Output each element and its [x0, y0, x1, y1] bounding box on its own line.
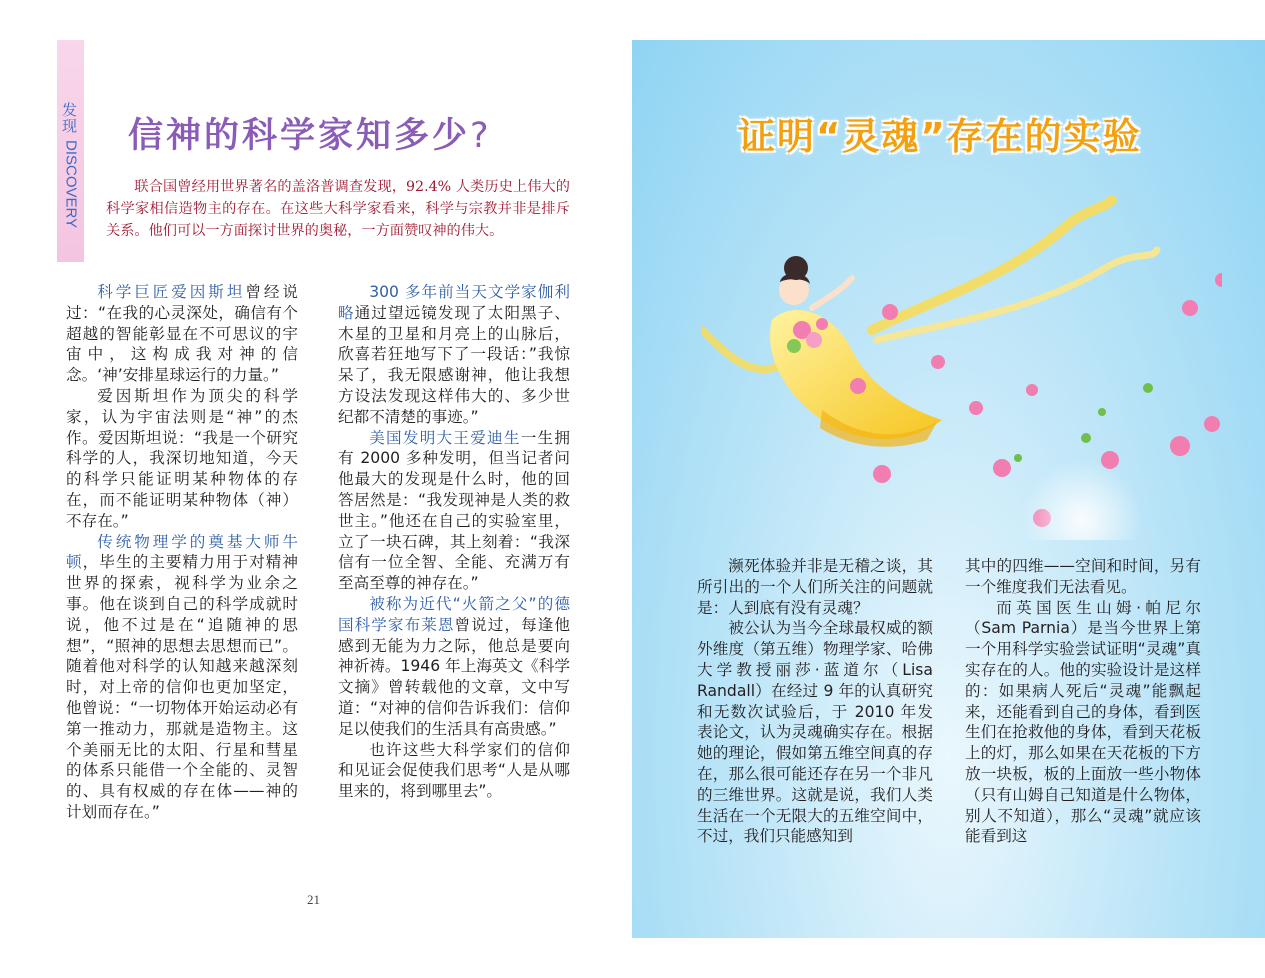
page-number: 21	[307, 892, 320, 907]
right-column-2	[965, 556, 1201, 847]
paragraph-text: 被公认为当今全球最权威的额外维度（第五维）物理学家、哈佛大学教授丽莎·蓝道尔（Lisa Randall）在经过 9 年的认真研究和无数次试验后，于 2010 年发表论文，认为灵魂确实存在。根据她的理论，假如第五维空间真的存在，那么很可能还存在另一个非凡的三维世界。这就是说，我们人类生活在一个无限大的五维空间中，不过，我们只能感知到	[697, 619, 933, 846]
highlighted-name: 科学巨匠爱因斯坦	[97, 283, 246, 301]
highlighted-name: 美国发明大王爱迪生	[369, 428, 521, 447]
paragraph-text: 其中的四维——空间和时间，另有一个维度我们无法看见。	[965, 557, 1201, 596]
paragraph	[338, 740, 570, 802]
right-page	[632, 40, 1265, 938]
paragraph	[66, 282, 298, 386]
highlighted-name: 300 多年前当天文学家伽利略	[338, 283, 570, 322]
section-tab	[57, 40, 84, 262]
paragraph	[338, 282, 570, 428]
left-column-1	[66, 282, 298, 823]
paragraph-text: 曾说过，每逢他感到无能为力之际，他总是要向神祈祷。1946 年上海英文《科学文摘》曾转载他的文章，文中写道：“对神的信仰告诉我们：信仰足以使我们的生活具有高贵感。”	[338, 615, 570, 738]
paragraph-text: 濒死体验并非是无稽之谈，其所引出的一个人们所关注的问题就是：人到底有没有灵魂？	[697, 557, 933, 617]
left-page	[0, 0, 632, 978]
left-column-2	[338, 282, 570, 802]
right-page-title: 证明“灵魂”存在的实验	[738, 115, 1142, 158]
paragraph-text: 通过望远镜发现了太阳黑子、木星的卫星和月亮上的山脉后，欣喜若狂地写下了一段话：”我惊呆了，我无限感谢神，他让我想方设法发现这样伟大的、多少世纪都不清楚的事迹。”	[338, 303, 570, 426]
right-column-1	[697, 556, 933, 847]
paragraph	[965, 598, 1201, 848]
paragraph	[697, 556, 933, 618]
paragraph-text: 爱因斯坦作为顶尖的科学家，认为宇宙法则是“神”的杰作。爱因斯坦说：“我是一个研究科学的人，我深切地知道，今天的科学只能证明某种物体的存在，而不能证明某种物体（神）不存在。”	[66, 386, 298, 530]
highlighted-name: 被称为近代“火箭之父”的德国科学家布莱恩	[338, 594, 570, 634]
section-tab-en: DISCOVERY	[62, 140, 80, 229]
left-page-title: 信神的科学家知多少?	[128, 116, 492, 156]
title-question-mark: ?	[470, 116, 492, 156]
paragraph-text: 而英国医生山姆·帕尼尔（Sam Parnia）是当今世界上第一个用科学实验尝试证明“灵魂”真实存在的人。他的实验设计是这样的：如果病人死后“灵魂”能飘起来，还能看到自己的身体，看到医生们在抢救他的身体，看到天花板上的灯，那么如果在天花板的下方放一块板，板的上面放一些小物体（只有山姆自己知道是什么物体，别人不知道），那么“灵魂”就应该能看到这	[965, 598, 1201, 846]
paragraph-text: 曾经说过：“在我的心灵深处，确信有个超越的智能彰显在不可思议的宇宙中，这构成我对神的信念。‘神’安排星球运行的力量。”	[66, 283, 298, 385]
paragraph	[66, 532, 298, 823]
paragraph	[338, 594, 570, 740]
paragraph	[66, 386, 298, 532]
paragraph	[338, 428, 570, 594]
paragraph-text: ，毕生的主要精力用于对精神世界的探索，视科学为业余之事。他在谈到自己的科学成就时说，他不过是在“追随神的思想”，“照神的思想去思想而已”。随着他对科学的认知越来越深刻时，对上帝的信仰也更加坚定，他曾说：“一切物体开始运动必有第一推动力，那就是造物主。这个美丽无比的太阳、行星和彗星的体系只能借一个全能的、灵智的、具有权威的存在体——神的计划而存在。”	[66, 553, 298, 821]
paragraph-text: 也许这些大科学家们的信仰和见证会促使我们思考“人是从哪里来的，将到哪里去”。	[338, 740, 570, 801]
paragraph-text: 一生拥有 2000 多种发明，但当记者问他最大的发现是什么时，他的回答居然是：“我发现神是人类的救世主。”他还在自己的实验室里，立了一块石碑，其上刻着：“我深信有一位全智、全能、充满万有至高至尊的神存在。”	[338, 428, 570, 593]
section-tab-cn: 发现	[61, 101, 79, 135]
paragraph	[965, 556, 1201, 598]
flying-fairy-illustration	[702, 190, 1222, 540]
highlighted-name: 传统物理学的奠基大师牛顿	[66, 532, 298, 572]
paragraph	[697, 618, 933, 847]
intro-paragraph: 联合国曾经用世界著名的盖洛普调查发现，92.4% 人类历史上伟大的科学家相信造物主的存在。在这些大科学家看来，科学与宗教并非是排斥关系。他们可以一方面探讨世界的奥秘，一方面赞叹神的伟大。	[106, 179, 570, 239]
